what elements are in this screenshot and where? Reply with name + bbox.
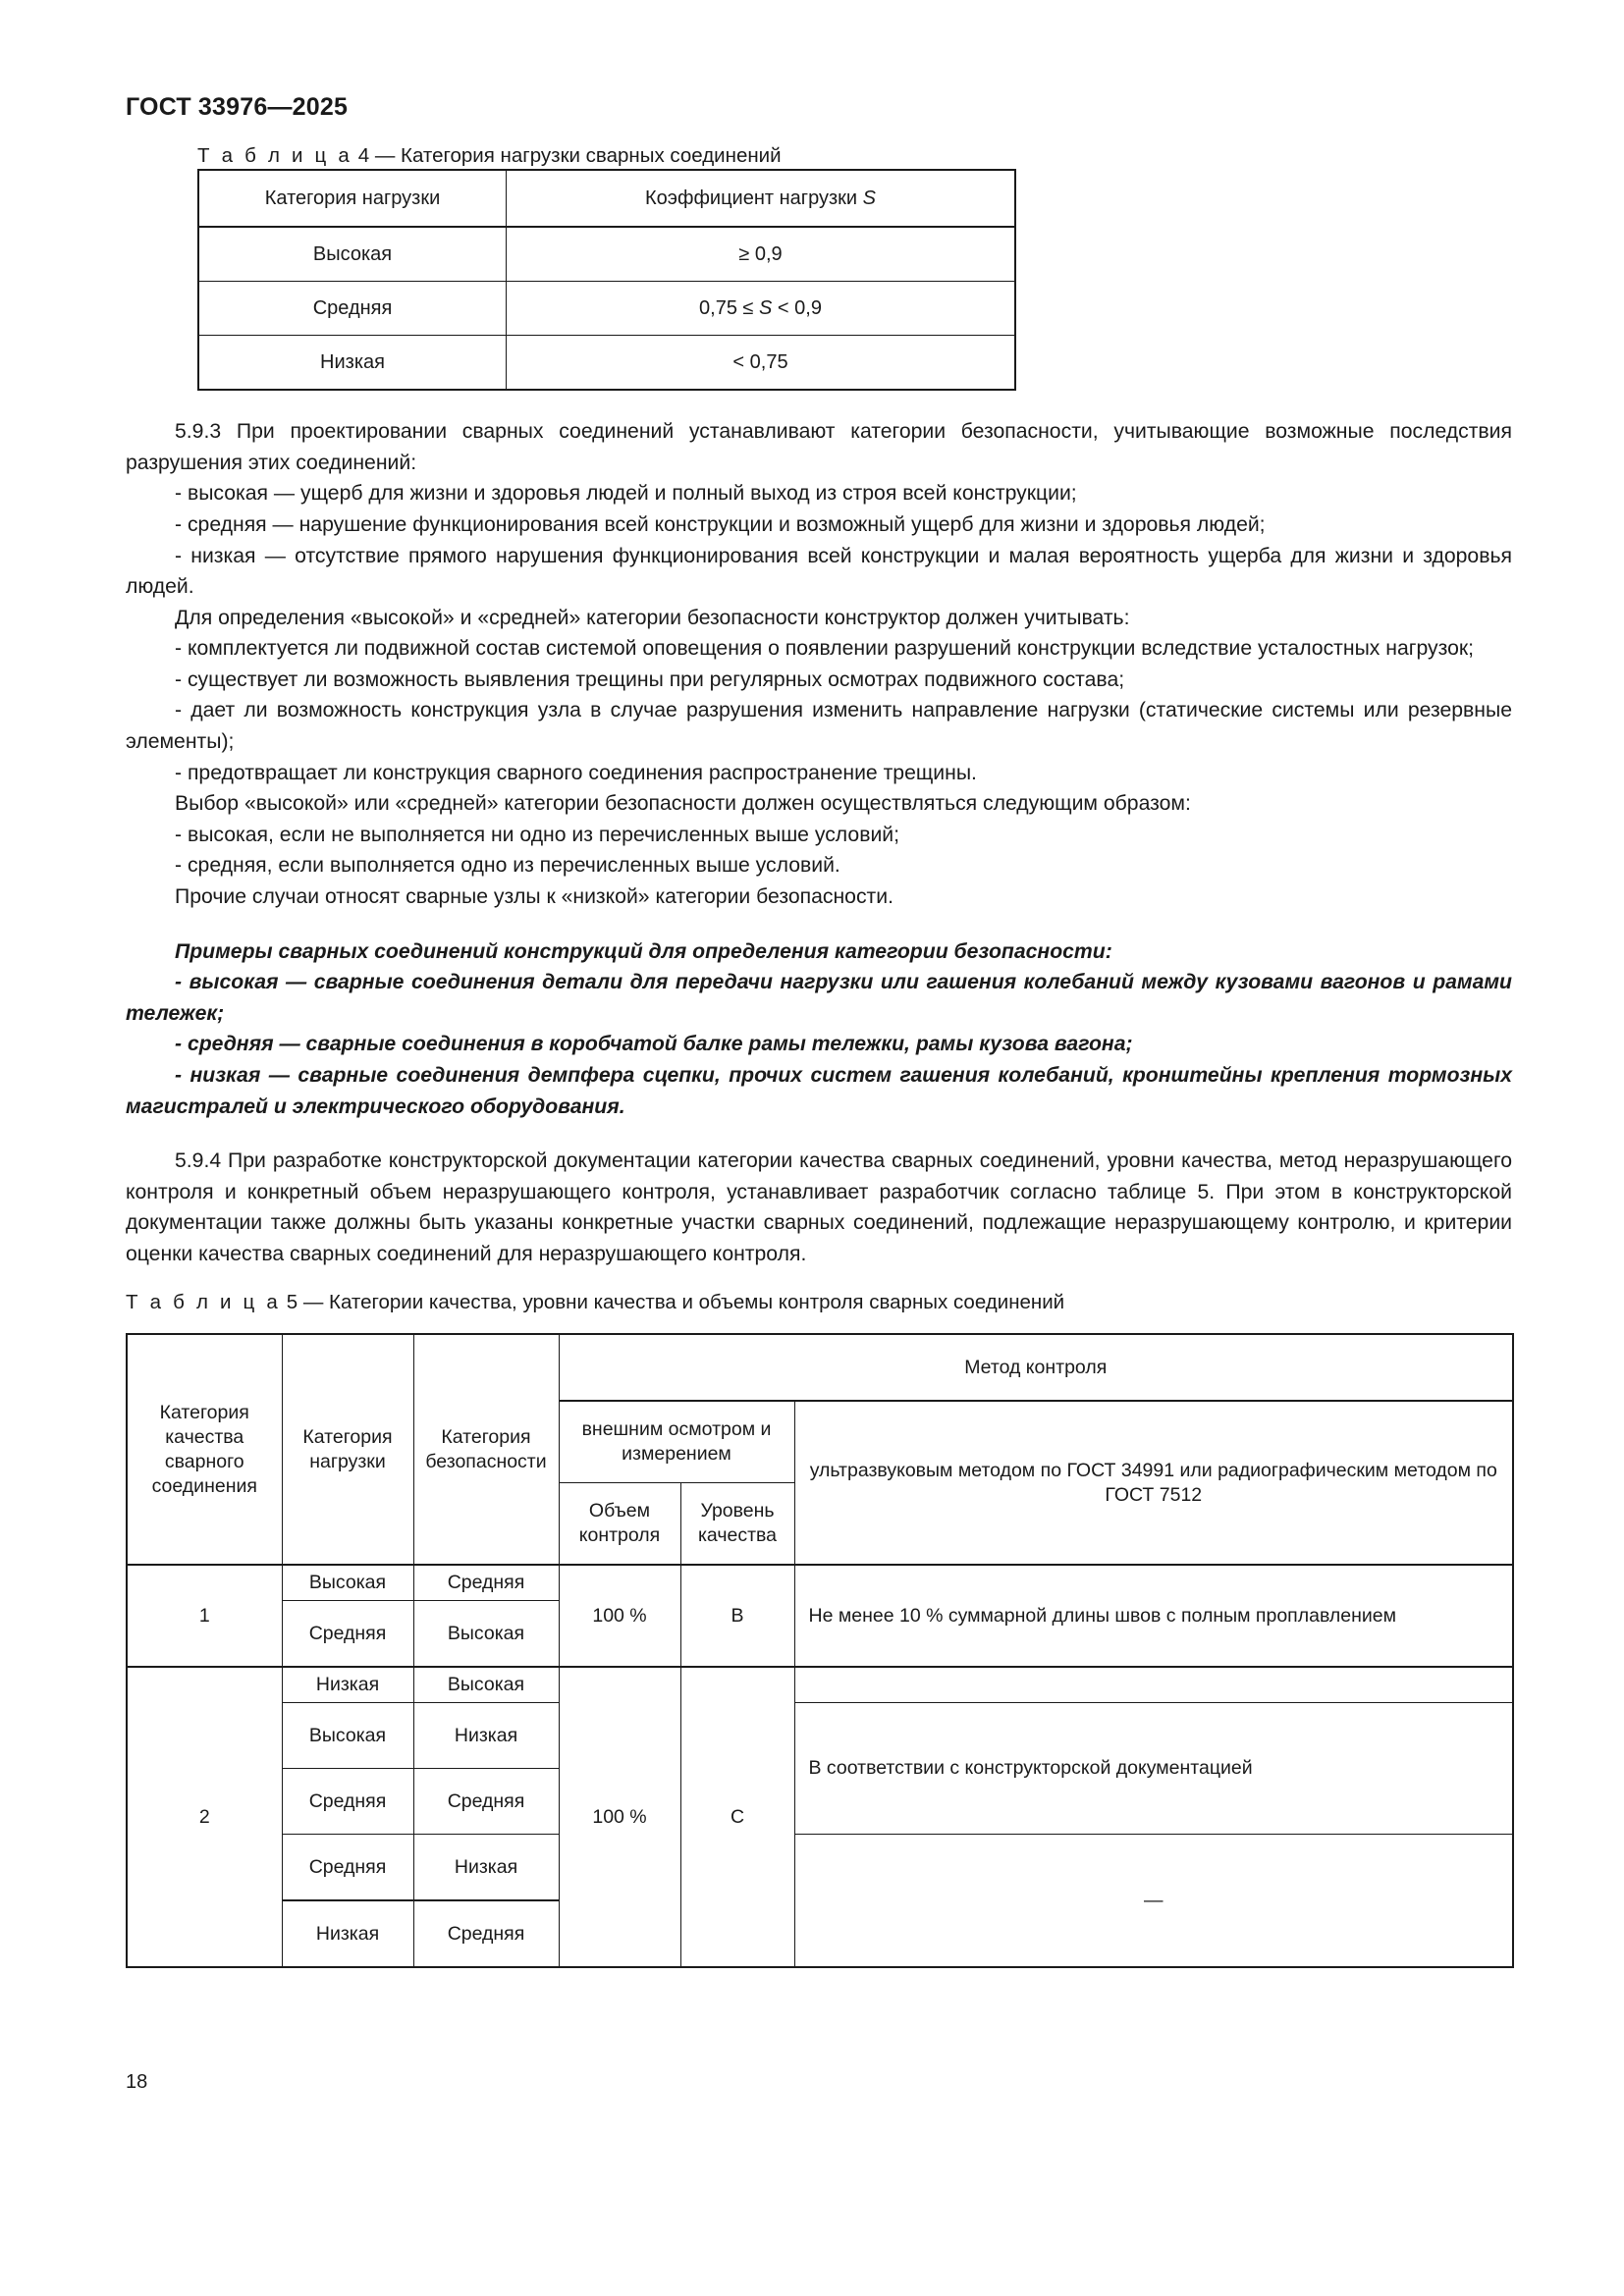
- table4-caption-word: Т а б л и ц а: [197, 143, 352, 167]
- table-row: [127, 1703, 1513, 1769]
- table5-cell-level-1: B: [680, 1565, 794, 1667]
- table5-header-level: Уровень качества: [680, 1483, 794, 1566]
- table5-cell-method-2-top: [794, 1667, 1513, 1703]
- table4-caption-title: Категория нагрузки сварных соединений: [401, 143, 782, 167]
- examples-item-low: - низкая — сварные соединения демпфера сцепки, прочих систем гашения колебаний, кронштейны крепления тормозных магистралей и электрического оборудования.: [126, 1064, 1512, 1118]
- table5-cell-level-2: C: [680, 1667, 794, 1967]
- table5-cell-safety-r3: Высокая: [413, 1667, 559, 1703]
- table5-cell-load-r2: Средняя: [282, 1601, 413, 1668]
- t4-coef-var: S: [759, 296, 773, 319]
- page-content: [126, 0, 1512, 1968]
- t4-coef-post: < 0,9: [772, 296, 822, 319]
- table4-cell-coefficient-high: ≥ 0,9: [507, 227, 1016, 282]
- table4-cell-coefficient-low: < 0,75: [507, 336, 1016, 391]
- table5-caption-word: Т а б л и ц а: [126, 1290, 281, 1313]
- body-text-block: [126, 416, 1512, 1269]
- table5-cell-safety-r2: Высокая: [413, 1601, 559, 1668]
- table5-block: [126, 1290, 1512, 1969]
- table5-cell-volume-2: 100 %: [559, 1667, 680, 1967]
- table5-cell-load-r7: Низкая: [282, 1900, 413, 1967]
- table5-caption-number: 5: [286, 1290, 298, 1313]
- table5-cell-safety-r5: Средняя: [413, 1769, 559, 1835]
- table4-header-col2-prefix: Коэффициент нагрузки: [645, 187, 863, 209]
- table5: [126, 1333, 1514, 1968]
- examples-item-medium: - средняя — сварные соединения в коробчатой балке рамы тележки, рамы кузова вагона;: [175, 1033, 1133, 1056]
- table5-cell-load-r5: Средняя: [282, 1769, 413, 1835]
- table5-header-method-group: Метод контроля: [559, 1334, 1513, 1401]
- table5-cell-method-dash: —: [794, 1835, 1513, 1968]
- paragraph-choice-item-medium: - средняя, если выполняется одно из перечисленных выше условий.: [175, 854, 840, 878]
- paragraph-other-cases: Прочие случаи относят сварные узлы к «низкой» категории безопасности.: [175, 885, 893, 909]
- table5-cell-volume-1: 100 %: [559, 1565, 680, 1667]
- table5-caption-title: Категории качества, уровни качества и объемы контроля сварных соединений: [329, 1290, 1065, 1313]
- table4-cell-category-low: Низкая: [198, 336, 507, 391]
- table5-cell-safety-r1: Средняя: [413, 1565, 559, 1601]
- spacer: [126, 1122, 1512, 1146]
- paragraph-choice-item-high: - высокая, если не выполняется ни одно из перечисленных выше условий;: [175, 823, 900, 846]
- table5-header-ut-rt: ультразвуковым методом по ГОСТ 34991 или радиографическим методом по ГОСТ 7512: [794, 1401, 1513, 1565]
- table5-header-load-category: Категория нагрузки: [282, 1334, 413, 1565]
- table4-header-load-category: Категория нагрузки: [198, 170, 507, 227]
- table4-cell-coefficient-medium: [507, 282, 1016, 336]
- table5-header-visual-group: внешним осмотром и измерением: [559, 1401, 794, 1483]
- spacer: [126, 913, 1512, 936]
- paragraph-5-9-3-item-high: - высокая — ущерб для жизни и здоровья людей и полный выход из строя всей конструкции;: [175, 482, 1077, 506]
- table-row: [198, 282, 1015, 336]
- paragraph-determination-item-d: - предотвращает ли конструкция сварного соединения распространение трещины.: [175, 761, 977, 784]
- table5-header-safety-category: Категория безопасности: [413, 1334, 559, 1565]
- table5-cell-quality-1: 1: [127, 1565, 282, 1667]
- paragraph-determination-item-a: - комплектуется ли подвижной состав системой оповещения о появлении разрушений конструкции вследствие усталостных нагрузок;: [175, 637, 1475, 661]
- table5-header-volume: Объем контроля: [559, 1483, 680, 1566]
- table5-cell-load-r6: Средняя: [282, 1835, 413, 1901]
- paragraph-5-9-3-item-low: - низкая — отсутствие прямого нарушения функционирования всей конструкции и малая вероятность ущерба для жизни и здоровья людей.: [126, 544, 1512, 599]
- table5-header-row-1: [127, 1334, 1513, 1401]
- table5-cell-method-1: Не менее 10 % суммарной длины швов с полным проплавлением: [794, 1565, 1513, 1667]
- table4-header-row: [198, 170, 1015, 227]
- table4-header-col2-var: S: [862, 187, 876, 209]
- table4-header-load-coefficient: [507, 170, 1016, 227]
- examples-title: Примеры сварных соединений конструкций для определения категории безопасности:: [175, 939, 1112, 963]
- table5-caption-dash: —: [302, 1290, 324, 1313]
- table5-cell-safety-r6: Низкая: [413, 1835, 559, 1901]
- paragraph-determination-item-b: - существует ли возможность выявления трещины при регулярных осмотрах подвижного состава;: [175, 667, 1125, 691]
- table5-cell-safety-r4: Низкая: [413, 1703, 559, 1769]
- paragraph-choice-intro: Выбор «высокой» или «средней» категории безопасности должен осуществляться следующим образом:: [175, 792, 1191, 816]
- document-header: ГОСТ 33976—2025: [126, 93, 349, 121]
- table-row: [127, 1835, 1513, 1901]
- table4-cell-category-medium: Средняя: [198, 282, 507, 336]
- examples-item-high: - высокая — сварные соединения детали для передачи нагрузки или гашения колебаний между кузовами вагонов и рамами тележек;: [126, 971, 1512, 1025]
- table5-cell-load-r1: Высокая: [282, 1565, 413, 1601]
- table4-cell-category-high: Высокая: [198, 227, 507, 282]
- paragraph-5-9-4: 5.9.4 При разработке конструкторской документации категории качества сварных соединений, уровни качества, метод неразрушающего контроля и конкретный объем неразрушающего контроля, устанавливает разработчик согласно таблице 5. При этом в конструкторской документации также должны быть указаны конкретные участки сварных соединений, подлежащие неразрушающему контролю, и критерии оценки качества сварных соединений для неразрушающего контроля.: [126, 1149, 1512, 1265]
- table5-cell-method-2-doc: В соответствии с конструкторской документацией: [794, 1703, 1513, 1835]
- table5-cell-safety-r7: Средняя: [413, 1900, 559, 1967]
- table4-caption-number: 4: [357, 143, 370, 167]
- table-row: [127, 1565, 1513, 1601]
- table4-caption-dash: —: [374, 143, 396, 167]
- paragraph-determination-intro: Для определения «высокой» и «средней» категории безопасности конструктор должен учитывать:: [175, 606, 1130, 629]
- paragraph-5-9-3: 5.9.3 При проектировании сварных соединений устанавливают категории безопасности, учитывающие возможные последствия разрушения этих соединений:: [126, 420, 1512, 474]
- page-number: 18: [126, 2071, 148, 2093]
- t4-coef-pre: 0,75 ≤: [699, 296, 760, 319]
- table4-caption: [197, 143, 1512, 170]
- table4: [197, 169, 1016, 391]
- table-row: [198, 227, 1015, 282]
- table-row: [127, 1667, 1513, 1703]
- table5-cell-quality-2: 2: [127, 1667, 282, 1967]
- table5-cell-load-r3: Низкая: [282, 1667, 413, 1703]
- paragraph-determination-item-c: - дает ли возможность конструкция узла в случае разрушения изменить направление нагрузки (статические системы или резервные элементы);: [126, 699, 1512, 754]
- table4-block: [197, 143, 1512, 392]
- paragraph-5-9-3-item-medium: - средняя — нарушение функционирования всей конструкции и возможный ущерб для жизни и здоровья людей;: [175, 512, 1266, 536]
- table5-cell-load-r4: Высокая: [282, 1703, 413, 1769]
- table5-header-quality-category: Категория качества сварного соединения: [127, 1334, 282, 1565]
- table-row: [198, 336, 1015, 391]
- table5-caption: [126, 1290, 1512, 1316]
